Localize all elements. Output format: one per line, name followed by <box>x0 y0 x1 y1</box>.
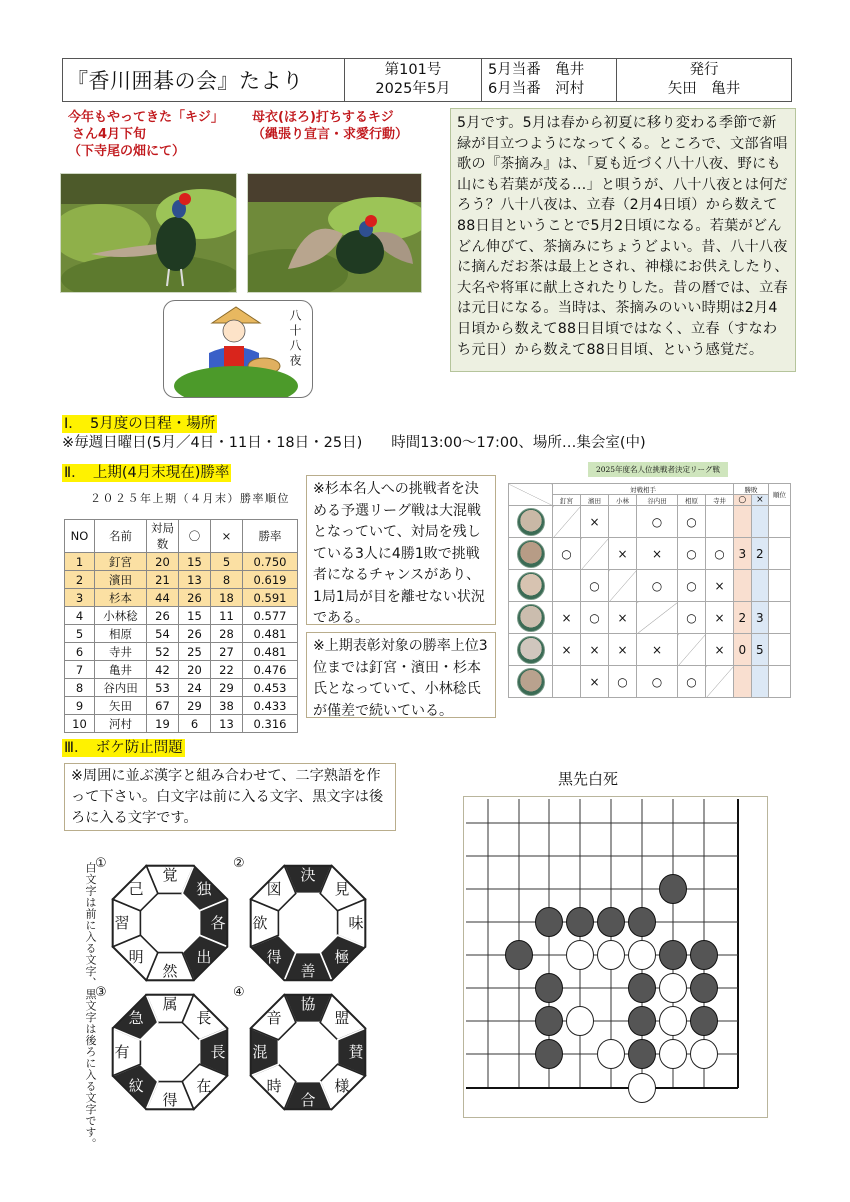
league-header-row-1 <box>509 484 791 495</box>
player-avatar <box>517 508 545 536</box>
league-player-row <box>509 634 791 666</box>
white-stone <box>567 941 594 970</box>
puzzle-kanji: 独 <box>196 880 212 899</box>
name-cell: 谷内田 <box>95 679 147 697</box>
opponent-name: 相原 <box>678 495 706 506</box>
puzzle-kanji: 味 <box>348 914 364 932</box>
match-result: ○ <box>678 570 706 602</box>
pheasant-image-icon <box>61 174 237 293</box>
white-stone <box>660 1040 687 1069</box>
puzzle-kanji: 各 <box>210 914 226 932</box>
rank-cell: 3 <box>65 589 95 607</box>
wins-cell: 26 <box>179 589 211 607</box>
white-stone <box>629 1074 656 1103</box>
newsletter-header <box>62 58 792 102</box>
games-cell: 19 <box>147 715 179 733</box>
rank-cell: 4 <box>65 607 95 625</box>
losses-count: 2 <box>751 538 768 570</box>
pheasant-photo-2 <box>247 173 422 293</box>
wins-cell: 15 <box>179 553 211 571</box>
rate-cell: 0.453 <box>243 679 298 697</box>
rank-cell <box>769 538 791 570</box>
black-stone <box>660 941 687 970</box>
match-result <box>678 634 706 666</box>
wins-count: 3 <box>734 538 752 570</box>
white-stone <box>629 941 656 970</box>
puzzle-instructions <box>64 763 396 831</box>
diagonal-corner <box>509 484 553 506</box>
winrate-row <box>65 697 298 715</box>
match-result: ○ <box>678 666 706 698</box>
black-stone <box>691 974 718 1003</box>
player-avatar <box>517 540 545 568</box>
caption-line: （下寺尾の畑にて） <box>68 144 186 159</box>
match-result: × <box>637 538 678 570</box>
league-title: 2025年度名人位挑戦者決定リーグ戦 <box>588 462 728 477</box>
match-result: ○ <box>678 538 706 570</box>
opponent-name: 寺井 <box>706 495 734 506</box>
puzzle-kanji: 長 <box>196 1009 212 1028</box>
duty-roster <box>482 59 617 101</box>
player-avatar <box>517 668 545 696</box>
puzzle-kanji: 得 <box>266 947 282 966</box>
rank-cell: 8 <box>65 679 95 697</box>
match-result <box>706 666 734 698</box>
white-stone <box>660 974 687 1003</box>
player-photo-cell <box>509 506 553 538</box>
puzzle-kanji: 見 <box>334 880 350 899</box>
white-stone <box>567 1007 594 1036</box>
section-3-heading: Ⅲ． ボケ防止問題 <box>64 740 183 756</box>
losses-count <box>751 506 768 538</box>
black-stone <box>567 908 594 937</box>
black-stone <box>629 1040 656 1069</box>
puzzle-kanji: 様 <box>334 1076 350 1095</box>
rank-cell: 1 <box>65 553 95 571</box>
rate-cell: 0.591 <box>243 589 298 607</box>
newsletter-title: 『香川囲碁の会』たより <box>63 59 345 101</box>
puzzle-kanji: 盟 <box>334 1009 350 1028</box>
league-note <box>306 475 496 625</box>
puzzle-number: ② <box>233 856 245 871</box>
white-stone <box>598 941 625 970</box>
match-result: ○ <box>637 506 678 538</box>
black-stone <box>629 908 656 937</box>
player-avatar <box>517 604 545 632</box>
black-stone <box>536 908 563 937</box>
name-cell: 釘宮 <box>95 553 147 571</box>
puzzle-kanji: 得 <box>162 1091 178 1109</box>
puzzle-kanji: 有 <box>114 1043 130 1061</box>
match-result: × <box>706 602 734 634</box>
col-no: NO <box>65 520 95 553</box>
wins-cell: 24 <box>179 679 211 697</box>
player-photo-cell <box>509 666 553 698</box>
match-result: × <box>553 602 581 634</box>
winrate-note <box>306 632 496 718</box>
puzzle-kanji: 長 <box>210 1043 226 1061</box>
games-cell: 67 <box>147 697 179 715</box>
losses-cell: 8 <box>211 571 243 589</box>
go-board-frame <box>463 796 768 1118</box>
col-rate: 勝率 <box>243 520 298 553</box>
rank-cell: 5 <box>65 625 95 643</box>
wins-count: 2 <box>734 602 752 634</box>
puzzle-kanji: 善 <box>300 962 316 980</box>
winrate-table-caption: ２０２５年上期（４月末）勝率順位 <box>90 492 290 505</box>
match-result: ○ <box>637 570 678 602</box>
name-cell: 亀井 <box>95 661 147 679</box>
puzzle-kanji: 音 <box>266 1009 282 1028</box>
winrate-row <box>65 589 298 607</box>
col-games: 対局数 <box>147 520 179 553</box>
match-result: ○ <box>678 506 706 538</box>
loss-col-header: × <box>751 495 768 506</box>
octagon-puzzle-icon <box>243 858 373 988</box>
match-result <box>609 570 637 602</box>
pheasant-photo-1 <box>60 173 237 293</box>
caption-line: （縄張り宣言・求愛行動） <box>252 127 409 142</box>
wins-count <box>734 666 752 698</box>
tea-picking-illustration <box>163 300 313 398</box>
black-stone <box>691 1007 718 1036</box>
name-cell: 濱田 <box>95 571 147 589</box>
octagon-puzzle-1 <box>105 858 235 988</box>
match-result: × <box>706 634 734 666</box>
puzzle-kanji: 習 <box>114 914 130 932</box>
duty-may: 5月当番 亀井 <box>488 62 585 78</box>
rank-cell: 10 <box>65 715 95 733</box>
winrate-row <box>65 661 298 679</box>
opponent-name: 釘宮 <box>553 495 581 506</box>
match-result: × <box>553 634 581 666</box>
section-1-heading: Ⅰ． 5月度の日程・場所 <box>64 416 216 432</box>
black-stone <box>536 974 563 1003</box>
winrate-table <box>64 519 298 733</box>
rate-cell: 0.433 <box>243 697 298 715</box>
section-2 <box>62 462 231 482</box>
wins-cell: 13 <box>179 571 211 589</box>
photo-caption-left <box>68 109 224 160</box>
black-stone <box>629 1007 656 1036</box>
rate-cell: 0.481 <box>243 625 298 643</box>
player-avatar <box>517 636 545 664</box>
wins-cell: 26 <box>179 625 211 643</box>
wins-cell: 20 <box>179 661 211 679</box>
league-note-text: ※杉本名人への挑戦者を決める予選リーグ戦は大混戦となっていて、対局を残している3人に4勝1敗で挑戦者になるチャンスがあり、1局1局が目を離せない状況である。 <box>313 481 485 626</box>
match-result: ○ <box>678 602 706 634</box>
issue-info <box>345 59 482 101</box>
pheasant-image-icon <box>248 174 422 293</box>
losses-count: 5 <box>751 634 768 666</box>
rank-cell: 2 <box>65 571 95 589</box>
name-cell: 河村 <box>95 715 147 733</box>
league-player-row <box>509 602 791 634</box>
league-player-row <box>509 538 791 570</box>
match-result: ○ <box>581 602 609 634</box>
puzzle-number: ① <box>95 856 107 871</box>
match-result <box>553 666 581 698</box>
match-result: × <box>609 634 637 666</box>
match-result <box>706 506 734 538</box>
rank-cell <box>769 570 791 602</box>
match-result <box>609 506 637 538</box>
games-cell: 52 <box>147 643 179 661</box>
losses-cell: 11 <box>211 607 243 625</box>
puzzle-kanji: 明 <box>128 947 144 966</box>
losses-count: 3 <box>751 602 768 634</box>
puzzle-kanji: 極 <box>334 947 350 966</box>
puzzle-number: ③ <box>95 985 107 1000</box>
publisher-info <box>617 59 791 101</box>
match-result: ○ <box>581 570 609 602</box>
col-name: 名前 <box>95 520 147 553</box>
puzzle-kanji: 賛 <box>348 1043 364 1061</box>
rank-cell <box>769 602 791 634</box>
publisher-names: 矢田 亀井 <box>667 81 741 97</box>
puzzle-kanji: 時 <box>266 1076 282 1095</box>
schedule-text: ※毎週日曜日(5月／4日・11日・18日・25日) 時間13:00～17:00、場所…集会室(中) <box>62 435 646 451</box>
winrate-row <box>65 679 298 697</box>
losses-cell: 29 <box>211 679 243 697</box>
section-3 <box>62 737 185 757</box>
octagon-puzzle-4 <box>243 987 373 1117</box>
rate-cell: 0.577 <box>243 607 298 625</box>
go-problem-title: 黒先白死 <box>558 770 619 788</box>
losses-cell: 18 <box>211 589 243 607</box>
black-stone <box>629 974 656 1003</box>
player-photo-cell <box>509 538 553 570</box>
match-result: × <box>609 538 637 570</box>
rank-cell: 7 <box>65 661 95 679</box>
octagon-puzzle-2 <box>243 858 373 988</box>
games-cell: 44 <box>147 589 179 607</box>
league-table <box>508 483 791 698</box>
rate-cell: 0.481 <box>243 643 298 661</box>
issue-date: 2025年5月 <box>375 81 451 97</box>
games-cell: 42 <box>147 661 179 679</box>
duty-june: 6月当番 河村 <box>488 81 585 97</box>
black-stone <box>536 1007 563 1036</box>
puzzle-kanji: 混 <box>252 1043 268 1061</box>
match-result <box>637 602 678 634</box>
record-header: 勝敗 <box>734 484 769 495</box>
games-cell: 20 <box>147 553 179 571</box>
match-result: × <box>609 602 637 634</box>
caption-line: さん4月下旬 <box>72 127 147 142</box>
win-col-header: ○ <box>734 495 752 506</box>
match-result <box>553 506 581 538</box>
puzzle-kanji: 図 <box>266 880 282 899</box>
puzzle-vertical-note: 白文字は前に入る文字、黒文字は後ろに入る文字です。 <box>84 862 97 1150</box>
go-board <box>464 797 766 1116</box>
black-stone <box>691 941 718 970</box>
losses-count <box>751 666 768 698</box>
puzzle-kanji: 在 <box>196 1076 212 1095</box>
match-result <box>553 570 581 602</box>
match-result <box>581 538 609 570</box>
octagon-puzzle-icon <box>243 987 373 1117</box>
intro-text: 5月です。5月は春から初夏に移り変わる季節で新緑が目立つようになってくる。ところで、文部省唱歌の『茶摘み』は、「夏も近づく八十八夜、野にも山にも若葉が茂る…」と唄うが、八十八夜とは何だろう？八十八夜は、立春（2月4日頃）から数えて88日目ということで5月2日頃になる。若葉がどんどん伸びて、茶摘みにちょうどよい。昔、八十八夜に摘んだお茶は最上とされ、神様にお供えしたり、大名や将軍に献上されたりした。昔の暦では、立春は元日になる。当時は、茶摘みのいい時期は2月4日頃から数えて88日目頃ではなく、立春（すなわち元日）から数えて88日目頃、という感覚だ。 <box>457 115 789 358</box>
match-result: × <box>581 666 609 698</box>
col-losses: × <box>211 520 243 553</box>
opponent-name: 小林 <box>609 495 637 506</box>
hachijuhachiya-label: 八十八夜 <box>288 309 302 369</box>
puzzle-kanji: 己 <box>128 880 144 899</box>
winrate-note-text: ※上期表彰対象の勝率上位3位までは釘宮・濱田・杉本氏となっていて、小林稔氏が僅差で続いている。 <box>313 638 488 719</box>
puzzle-number: ④ <box>233 985 245 1000</box>
winrate-row <box>65 607 298 625</box>
name-cell: 杉本 <box>95 589 147 607</box>
octagon-puzzle-3 <box>105 987 235 1117</box>
section-1 <box>62 413 217 433</box>
wins-cell: 29 <box>179 697 211 715</box>
rank-cell: 6 <box>65 643 95 661</box>
games-cell: 53 <box>147 679 179 697</box>
match-result: × <box>581 634 609 666</box>
winrate-row <box>65 571 298 589</box>
opponents-header: 対戦相手 <box>553 484 734 495</box>
match-result: × <box>637 634 678 666</box>
name-cell: 小林稔 <box>95 607 147 625</box>
match-result: ○ <box>706 538 734 570</box>
rank-cell <box>769 634 791 666</box>
black-stone <box>660 875 687 904</box>
caption-line: 今年もやってきた「キジ」 <box>68 110 224 125</box>
games-cell: 21 <box>147 571 179 589</box>
player-avatar <box>517 572 545 600</box>
opponent-name: 谷内田 <box>637 495 678 506</box>
match-result: ○ <box>637 666 678 698</box>
games-cell: 26 <box>147 607 179 625</box>
winrate-row <box>65 643 298 661</box>
player-photo-cell <box>509 634 553 666</box>
white-stone <box>598 1040 625 1069</box>
puzzle-kanji: 欲 <box>252 914 268 932</box>
octagon-puzzle-icon <box>105 987 235 1117</box>
league-player-row <box>509 666 791 698</box>
losses-cell: 28 <box>211 625 243 643</box>
rate-cell: 0.316 <box>243 715 298 733</box>
match-result: × <box>581 506 609 538</box>
puzzle-kanji: 属 <box>162 995 178 1013</box>
losses-cell: 22 <box>211 661 243 679</box>
black-stone <box>536 1040 563 1069</box>
losses-cell: 13 <box>211 715 243 733</box>
publisher-label: 発行 <box>689 62 719 78</box>
rank-header: 順位 <box>769 484 791 506</box>
issue-number: 第101号 <box>384 62 442 78</box>
games-cell: 54 <box>147 625 179 643</box>
puzzle-kanji: 決 <box>300 866 316 884</box>
wins-cell: 6 <box>179 715 211 733</box>
match-result: × <box>706 570 734 602</box>
puzzle-kanji: 合 <box>300 1091 316 1109</box>
winrate-row <box>65 625 298 643</box>
losses-count <box>751 570 768 602</box>
player-photo-cell <box>509 602 553 634</box>
wins-count <box>734 506 752 538</box>
match-result: ○ <box>553 538 581 570</box>
player-photo-cell <box>509 570 553 602</box>
puzzle-kanji: 急 <box>128 1009 144 1028</box>
winrate-row <box>65 715 298 733</box>
losses-cell: 27 <box>211 643 243 661</box>
puzzle-kanji: 協 <box>300 995 316 1013</box>
winrate-header-row <box>65 520 298 553</box>
rate-cell: 0.476 <box>243 661 298 679</box>
rank-cell <box>769 666 791 698</box>
winrate-row <box>65 553 298 571</box>
losses-cell: 38 <box>211 697 243 715</box>
wins-cell: 25 <box>179 643 211 661</box>
rank-cell <box>769 506 791 538</box>
puzzle-kanji: 覚 <box>162 866 178 884</box>
black-stone <box>598 908 625 937</box>
league-player-row <box>509 506 791 538</box>
col-wins: 〇 <box>179 520 211 553</box>
puzzle-kanji: 然 <box>162 962 178 980</box>
opponent-name: 濱田 <box>581 495 609 506</box>
white-stone <box>660 1007 687 1036</box>
match-result: ○ <box>609 666 637 698</box>
wins-cell: 15 <box>179 607 211 625</box>
caption-line: 母衣(ほろ)打ちするキジ <box>252 110 394 125</box>
photo-caption-right <box>252 109 408 143</box>
rate-cell: 0.750 <box>243 553 298 571</box>
puzzle-kanji: 紋 <box>128 1076 144 1095</box>
name-cell: 矢田 <box>95 697 147 715</box>
league-player-row <box>509 570 791 602</box>
section-2-heading: Ⅱ． 上期(4月末現在)勝率 <box>64 465 230 481</box>
puzzle-kanji: 出 <box>196 947 212 966</box>
black-stone <box>506 941 533 970</box>
intro-article <box>450 108 796 372</box>
puzzle-instructions-text: ※周囲に並ぶ漢字と組み合わせて、二字熟語を作って下さい。白文字は前に入る文字、黒文字は後ろに入る文字です。 <box>71 768 384 826</box>
wins-count <box>734 570 752 602</box>
losses-cell: 5 <box>211 553 243 571</box>
wins-count: 0 <box>734 634 752 666</box>
name-cell: 寺井 <box>95 643 147 661</box>
octagon-puzzle-icon <box>105 858 235 988</box>
rank-cell: 9 <box>65 697 95 715</box>
rate-cell: 0.619 <box>243 571 298 589</box>
name-cell: 相原 <box>95 625 147 643</box>
white-stone <box>691 1040 718 1069</box>
